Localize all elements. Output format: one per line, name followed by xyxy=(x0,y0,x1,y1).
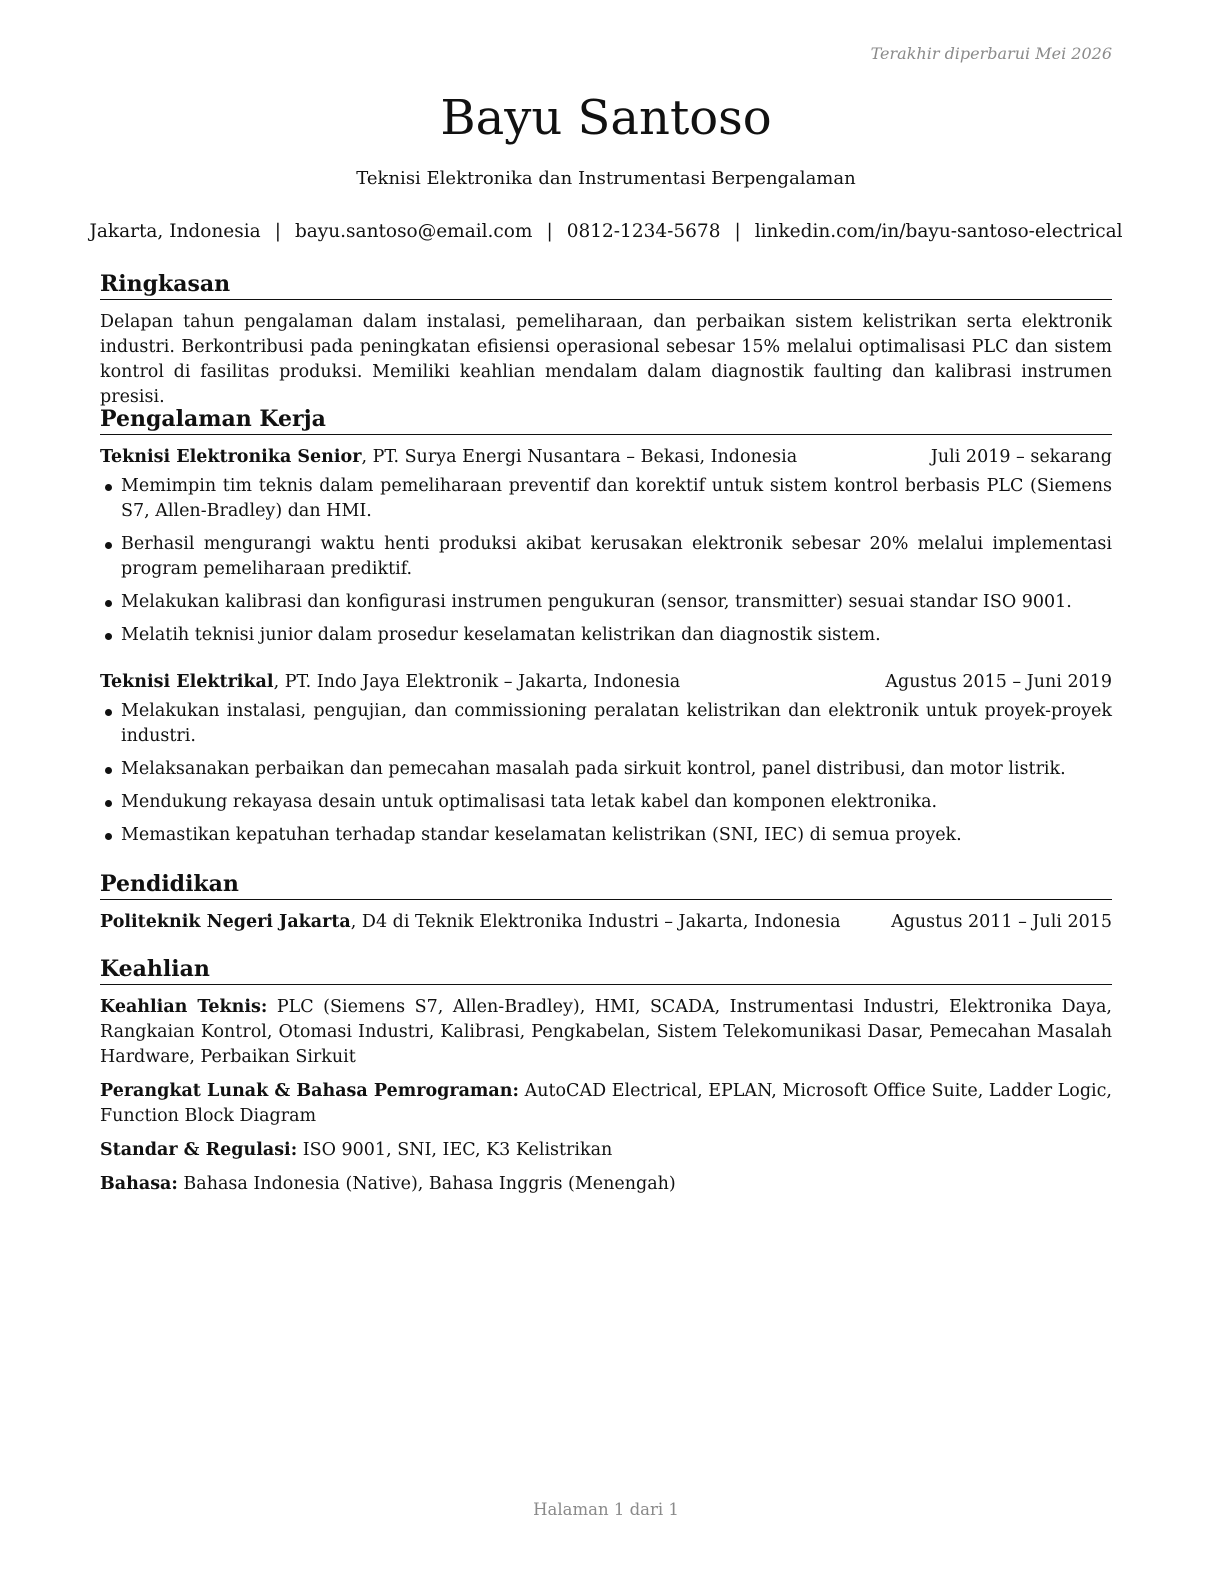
candidate-name: Bayu Santoso xyxy=(440,90,772,146)
job-header xyxy=(100,445,1112,470)
candidate-headline: Teknisi Elektronika dan Instrumentasi Berpengalaman xyxy=(356,168,856,189)
job-dates: Agustus 2015 – Juni 2019 xyxy=(885,672,1112,692)
job-bullet: Melatih teknisi junior dalam prosedur keselamatan kelistrikan dan diagnostik sistem. xyxy=(100,623,1112,648)
skill-row-technical xyxy=(100,995,1112,1070)
contact-location: Jakarta, Indonesia xyxy=(89,221,261,242)
skill-label: Perangkat Lunak & Bahasa Pemrograman: xyxy=(100,1081,519,1101)
skills-heading: Keahlian xyxy=(100,955,1112,985)
job-role-company xyxy=(100,445,797,470)
contact-separator: | xyxy=(274,221,281,242)
job-entry xyxy=(100,445,1112,648)
job-role: Teknisi Elektronika Senior xyxy=(100,447,362,467)
job-company: , PT. Surya Energi Nusantara – Bekasi, Indonesia xyxy=(361,447,798,467)
skill-label: Bahasa: xyxy=(100,1174,178,1194)
skill-row-languages xyxy=(100,1172,1112,1197)
education-section xyxy=(100,870,1112,939)
job-role: Teknisi Elektrikal xyxy=(100,672,274,692)
education-degree: , D4 di Teknik Elektronika Industri – Jakarta, Indonesia xyxy=(350,912,841,932)
skill-value: ISO 9001, SNI, IEC, K3 Kelistrikan xyxy=(297,1140,613,1160)
skill-row-standards xyxy=(100,1138,1112,1163)
summary-heading: Ringkasan xyxy=(100,270,1112,300)
job-bullet: Melakukan kalibrasi dan konfigurasi instrumen pengukuran (sensor, transmitter) sesuai standar ISO 9001. xyxy=(100,590,1112,615)
job-bullet: Melakukan instalasi, pengujian, dan commissioning peralatan kelistrikan dan elektronik untuk proyek-proyek industri. xyxy=(100,699,1112,749)
contact-line xyxy=(80,219,1132,245)
skill-value: Bahasa Indonesia (Native), Bahasa Inggris (Menengah) xyxy=(177,1174,676,1194)
education-dates: Agustus 2011 – Juli 2015 xyxy=(891,912,1112,932)
skill-row-software xyxy=(100,1079,1112,1129)
job-company: , PT. Indo Jaya Elektronik – Jakarta, Indonesia xyxy=(273,672,681,692)
skill-label: Standar & Regulasi: xyxy=(100,1140,298,1160)
job-bullet: Mendukung rekayasa desain untuk optimalisasi tata letak kabel dan komponen elektronika. xyxy=(100,790,1112,815)
last-updated-note: Terakhir diperbarui Mei 2026 xyxy=(870,44,1112,63)
skill-value: AutoCAD Electrical, EPLAN, Microsoft Office Suite, Ladder Logic, Function Block Diagram xyxy=(100,1081,1112,1126)
experience-section xyxy=(100,405,1112,856)
job-bullet: Berhasil mengurangi waktu henti produksi akibat kerusakan elektronik sebesar 20% melalui implementasi program pemeliharaan prediktif. xyxy=(100,532,1112,582)
summary-text: Delapan tahun pengalaman dalam instalasi, pemeliharaan, dan perbaikan sistem kelistrikan serta elektronik industri. Berkontribusi pada peningkatan efisiensi operasional sebesar 15% melalui optimalisasi PLC dan sistem kontrol di fasilitas produksi. Memiliki keahlian mendalam dalam diagnostik faulting dan kalibrasi instrumen presisi. xyxy=(100,312,1112,407)
job-dates: Juli 2019 – sekarang xyxy=(930,447,1112,467)
contact-phone: 0812-1234-5678 xyxy=(566,221,721,242)
contact-email[interactable]: bayu.santoso@email.com xyxy=(294,221,533,242)
job-bullets xyxy=(100,699,1112,848)
summary-section xyxy=(100,270,1112,410)
education-heading: Pendidikan xyxy=(100,870,1112,900)
job-bullet: Melaksanakan perbaikan dan pemecahan masalah pada sirkuit kontrol, panel distribusi, dan motor listrik. xyxy=(100,757,1112,782)
skill-value: PLC (Siemens S7, Allen-Bradley), HMI, SCADA, Instrumentasi Industri, Elektronika Daya, Rangkaian Kontrol, Otomasi Industri, Kalibrasi, Pengkabelan, Sistem Telekomunikasi Dasar, Pemecahan Masalah Hardware, Perbaikan Sirkuit xyxy=(100,997,1112,1067)
job-bullet: Memimpin tim teknis dalam pemeliharaan preventif dan korektif untuk sistem kontrol berbasis PLC (Siemens S7, Allen-Bradley) dan HMI. xyxy=(100,474,1112,524)
job-bullets xyxy=(100,474,1112,648)
job-role-company xyxy=(100,670,680,695)
job-bullet: Memastikan kepatuhan terhadap standar keselamatan kelistrikan (SNI, IEC) di semua proyek. xyxy=(100,823,1112,848)
education-school: Politeknik Negeri Jakarta xyxy=(100,912,351,932)
job-entry xyxy=(100,670,1112,848)
page-footer: Halaman 1 dari 1 xyxy=(533,1500,679,1519)
skill-label: Keahlian Teknis: xyxy=(100,997,268,1017)
contact-separator: | xyxy=(734,221,741,242)
contact-separator: | xyxy=(546,221,553,242)
contact-linkedin[interactable]: linkedin.com/in/bayu-santoso-electrical xyxy=(754,221,1123,242)
job-header xyxy=(100,670,1112,695)
experience-heading: Pengalaman Kerja xyxy=(100,405,1112,435)
education-entry xyxy=(100,910,1112,935)
skills-section xyxy=(100,955,1112,1206)
education-school-degree xyxy=(100,910,841,935)
resume-page xyxy=(89,0,1123,1584)
